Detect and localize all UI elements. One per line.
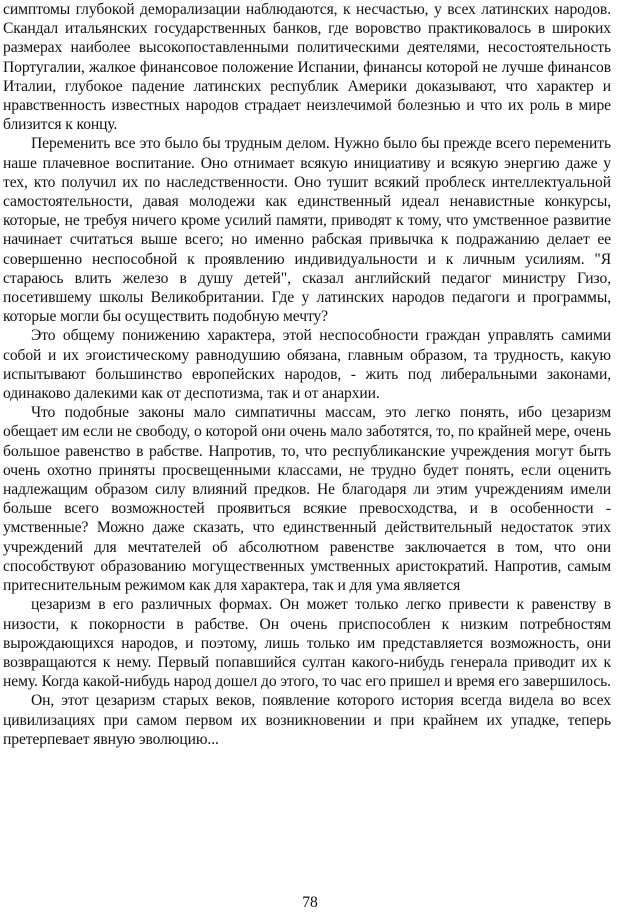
body-text [3, 0, 611, 749]
paragraph-2: Переменить все это было бы трудным делом. Нужно было бы прежде всего переменить наше плачевное воспитание. Оно отнимает всякую инициативу и всякую энергию даже у тех, кто получил их по наследственности. Оно тушит всякий проблеск интеллектуальной самостоятельности, давая молодежи как единственный идеал ненавистные конкурсы, которые, не требуя ничего кроме усилий памяти, приводят к тому, что умственное развитие начинает считаться выше всего; но именно рабская привычка к подражанию делает ее совершенно неспособной к проявлению индивидуальности и к личным усилиям. "Я стараюсь влить железо в душу детей", сказал английский педагог министру Гизо, посетившему школы Великобритании. Где у латинских народов педагоги и программы, которые могли бы осуществить подобную мечту? [3, 135, 611, 326]
paragraph-1: симптомы глубокой деморализации наблюдаются, к несчастью, у всех латинских народов. Скандал итальянских государственных банков, где воровство практиковалось в широких размерах наиболее высокопоставленными политическими деятелями, несостоятельность Португалии, жалкое финансовое положение Испании, финансы которой не лучше финансов Италии, глубокое падение латинских республик Америки доказывают, что характер и нравственность известных народов страдает неизлечимой болезнью и что их роль в мире близится к концу. [3, 1, 611, 134]
paragraph-3: Это общему понижению характера, этой неспособности граждан управлять самими собой и их эгоистическому равнодушию обязана, главным образом, та трудность, какую испытывают большинство европейских народов, - жить под либеральными законами, одинаково далекими как от деспотизма, так и от анархии. [3, 327, 611, 403]
paragraph-5: цезаризм в его различных формах. Он может только легко привести к равенству в низости, к покорности в рабстве. Он очень приспособлен к низким потребностям вырождающихся народов, и поэтому, лишь только им представляется возможность, они возвращаются к нему. Первый попавшийся султан какого-нибудь генерала приводит их к нему. Когда какой-нибудь народ дошел до этого, то час его пришел и время его завершилось. [3, 596, 611, 691]
page-number: 78 [302, 894, 318, 911]
paragraph-4: Что подобные законы мало симпатичны массам, это легко понять, ибо цезаризм обещает им если не свободу, о которой они очень мало заботятся, то, по крайней мере, очень большое равенство в рабстве. Напротив, то, что республиканские учреждения могут быть очень охотно приняты просвещенными классами, не трудно будет понять, если оценить надлежащим образом силу влияний предков. Не благодаря ли этим учреждениям имели больше всего возможностей проявиться всякие превосходства, и в особенности - умственные? Можно даже сказать, что единственный действительный недостаток этих учреждений для мечтателей об абсолютном равенстве заключается в том, что они способствуют образованию могущественных умственных аристократий. Напротив, самым притеснительным режимом как для характера, так и для ума является [3, 404, 611, 595]
paragraph-6: Он, этот цезаризм старых веков, появление которого история всегда видела во всех цивилизациях при самом первом их возникновении и при крайнем их упадке, теперь претерпевает явную эволюцию... [3, 692, 611, 748]
